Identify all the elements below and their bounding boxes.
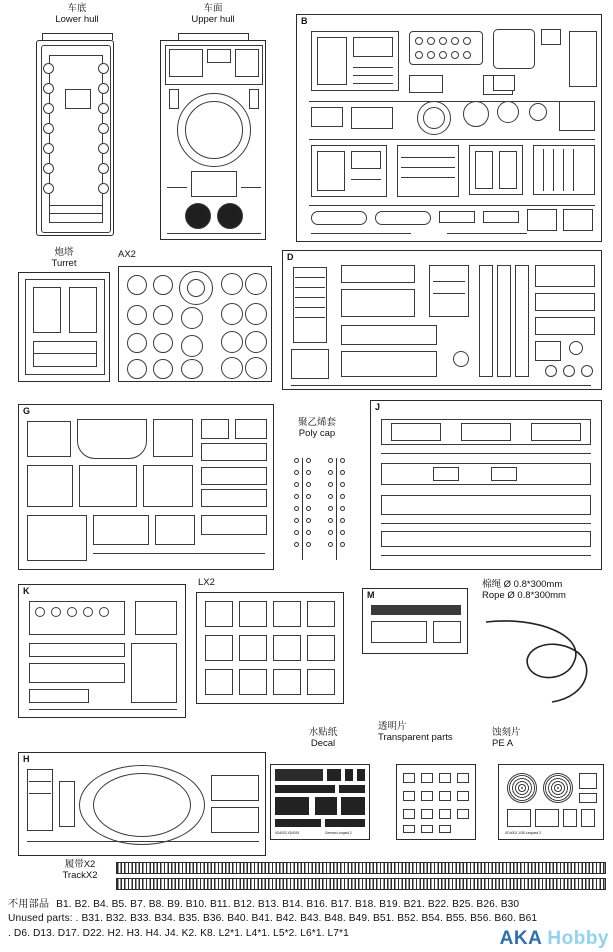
decal-title: German Leopard 2 bbox=[325, 831, 352, 835]
caption-transparent bbox=[378, 722, 488, 744]
caption-lower-hull-cn: 车底 bbox=[67, 3, 87, 14]
part-upper-hull bbox=[160, 40, 266, 240]
unused-parts-line-2: . D6. D13. D17. D22. H2. H3. H4. J4. K2. K8. L2*1. L4*1. L5*2. L6*1. L7*1 bbox=[8, 927, 349, 939]
sprue-transparent bbox=[396, 764, 476, 840]
part-lower-hull bbox=[36, 40, 114, 236]
sprue-m-letter: M bbox=[367, 590, 375, 600]
caption-rope bbox=[482, 580, 606, 602]
caption-upper-hull bbox=[168, 4, 258, 26]
caption-track-cn: 履带X2 bbox=[64, 859, 96, 870]
sprue-k-letter: K bbox=[23, 586, 30, 596]
caption-poly-cap bbox=[278, 418, 356, 440]
sprue-h bbox=[18, 752, 266, 856]
sprue-g-letter: G bbox=[23, 406, 31, 416]
track-strip-1 bbox=[116, 862, 606, 874]
sprue-m bbox=[362, 588, 468, 654]
caption-rope-en: Rope Ø 0.8*300mm bbox=[482, 589, 566, 601]
sprue-b bbox=[296, 14, 602, 242]
caption-turret-cn: 炮塔 bbox=[54, 247, 74, 258]
unused-parts-line-0: B1. B2. B4. B5. B7. B8. B9. B10. B11. B12. B13. B14. B16. B17. B18. B19. B21. B22. B25. B26. B30 bbox=[56, 899, 520, 910]
caption-lx2 bbox=[198, 578, 238, 589]
caption-pe-cn: 蚀刻片 bbox=[492, 727, 521, 738]
watermark-suffix: Hobby bbox=[541, 928, 609, 949]
caption-track-en: TrackX2 bbox=[62, 869, 98, 881]
caption-track bbox=[40, 860, 120, 882]
caption-pe-en: PE A bbox=[492, 737, 514, 749]
watermark-brand: AKA bbox=[499, 928, 542, 949]
track-strip-2 bbox=[116, 878, 606, 890]
caption-ax2 bbox=[118, 250, 158, 261]
caption-lower-hull bbox=[32, 4, 122, 26]
caption-turret bbox=[28, 248, 100, 270]
sprue-d-letter: D bbox=[287, 252, 294, 262]
watermark bbox=[500, 928, 609, 950]
sprue-lx2 bbox=[196, 592, 344, 704]
caption-ax2-label: AX2 bbox=[118, 249, 136, 260]
sprue-j-letter: J bbox=[375, 402, 381, 412]
unused-parts-label-en: Unused parts: bbox=[8, 913, 73, 925]
caption-poly-cap-en: Poly cap bbox=[298, 427, 336, 439]
sprue-d bbox=[282, 250, 602, 390]
caption-transparent-cn: 透明片 bbox=[378, 721, 407, 732]
caption-decal-en: Decal bbox=[310, 737, 336, 749]
decal-code: XD4002-XD4019 bbox=[275, 831, 300, 835]
sprue-g bbox=[18, 404, 274, 570]
caption-decal bbox=[288, 728, 358, 750]
pe-fret bbox=[498, 764, 604, 840]
caption-lower-hull-en: Lower hull bbox=[55, 13, 99, 25]
caption-turret-en: Turret bbox=[51, 257, 77, 269]
caption-decal-cn: 水贴纸 bbox=[308, 727, 338, 738]
caption-lx2-label: LX2 bbox=[198, 577, 215, 588]
pe-code: XD4001 1/35 Leopard 2 bbox=[505, 831, 542, 835]
rope-illustration bbox=[478, 610, 604, 710]
sprue-b-letter: B bbox=[301, 16, 308, 26]
decal-sheet bbox=[270, 764, 370, 840]
poly-cap-group bbox=[292, 456, 354, 562]
caption-upper-hull-cn: 车面 bbox=[203, 3, 223, 14]
caption-rope-cn: 棉绳 Ø 0.8*300mm bbox=[482, 579, 563, 590]
unused-parts-line-1: . B31. B32. B33. B34. B35. B36. B40. B41. B42. B43. B48. B49. B51. B52. B54. B55. B56. B60. B61 bbox=[75, 913, 538, 925]
caption-transparent-en: Transparent parts bbox=[378, 731, 453, 743]
caption-poly-cap-cn: 聚乙烯套 bbox=[297, 417, 336, 428]
part-turret bbox=[18, 272, 110, 382]
caption-upper-hull-en: Upper hull bbox=[191, 13, 235, 25]
unused-parts-label-cn: 不用部品 bbox=[8, 899, 50, 910]
sprue-ax2 bbox=[118, 266, 272, 382]
caption-pe bbox=[492, 728, 578, 750]
sprue-h-letter: H bbox=[23, 754, 30, 764]
sprue-k bbox=[18, 584, 186, 718]
sprue-j bbox=[370, 400, 602, 570]
